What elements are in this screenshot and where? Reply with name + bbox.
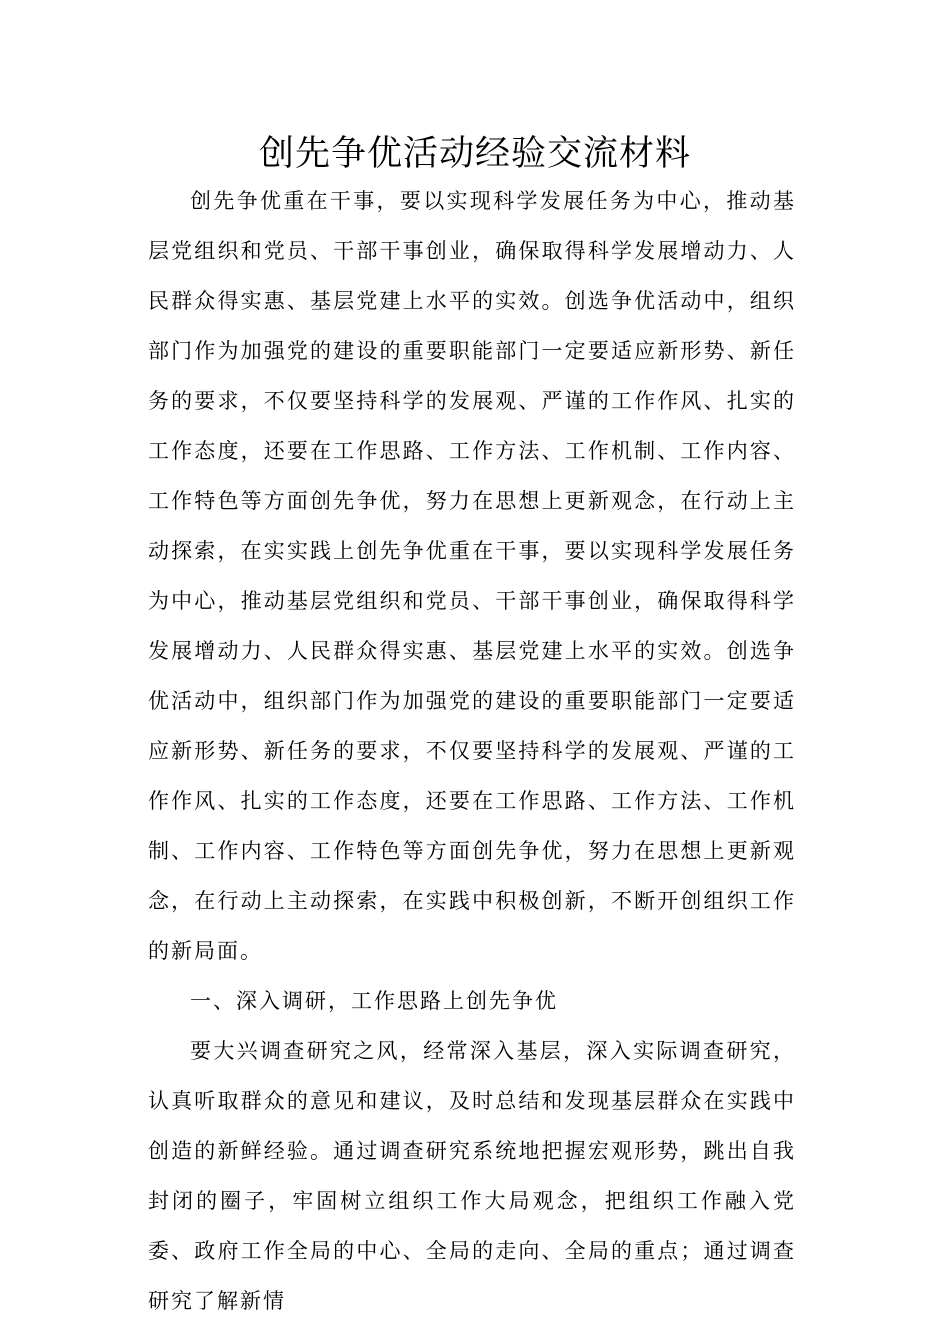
document-title: 创先争优活动经验交流材料 — [258, 134, 691, 174]
paragraph-intro: 创先争优重在干事，要以实现科学发展任务为中心，推动基层党组织和党员、干部干事创业，确保取得科学发展增动力、人民群众得实惠、基层党建上水平的实效。创选争优活动中，组织部门作为加强党的建设的重要职能部门一定要适应新形势、新任务的要求，不仅要坚持科学的发展观、严谨的工作作风、扎实的工作态度，还要在工作思路、工作方法、工作机制、工作内容、工作特色等方面创先争优，努力在思想上更新观念，在行动上主动探索，在实实践上创先争优重在干事，要以实现科学发展任务为中心，推动基层党组织和党员、干部干事创业，确保取得科学发展增动力、人民群众得实惠、基层党建上水平的实效。创选争优活动中，组织部门作为加强党的建设的重要职能部门一定要适应新形势、新任务的要求，不仅要坚持科学的发展观、严谨的工作作风、扎实的工作态度，还要在工作思路、工作方法、工作机制、工作内容、工作特色等方面创先争优，努力在思想上更新观念，在行动上主动探索，在实践中积极创新，不断开创组织工作的新局面。 — [148, 189, 796, 963]
section-heading-1: 一、深入调研，工作思路上创先争优 — [190, 989, 558, 1013]
document-body — [148, 176, 796, 1326]
paragraph-section-1: 要大兴调查研究之风，经常深入基层，深入实际调查研究，认真听取群众的意见和建议，及时总结和发现基层群众在实践中创造的新鲜经验。通过调查研究系统地把握宏观形势，跳出自我封闭的圈子，牢固树立组织工作大局观念，把组织工作融入党委、政府工作全局的中心、全局的走向、全局的重点；通过调查研究了解新情 — [148, 1039, 796, 1313]
